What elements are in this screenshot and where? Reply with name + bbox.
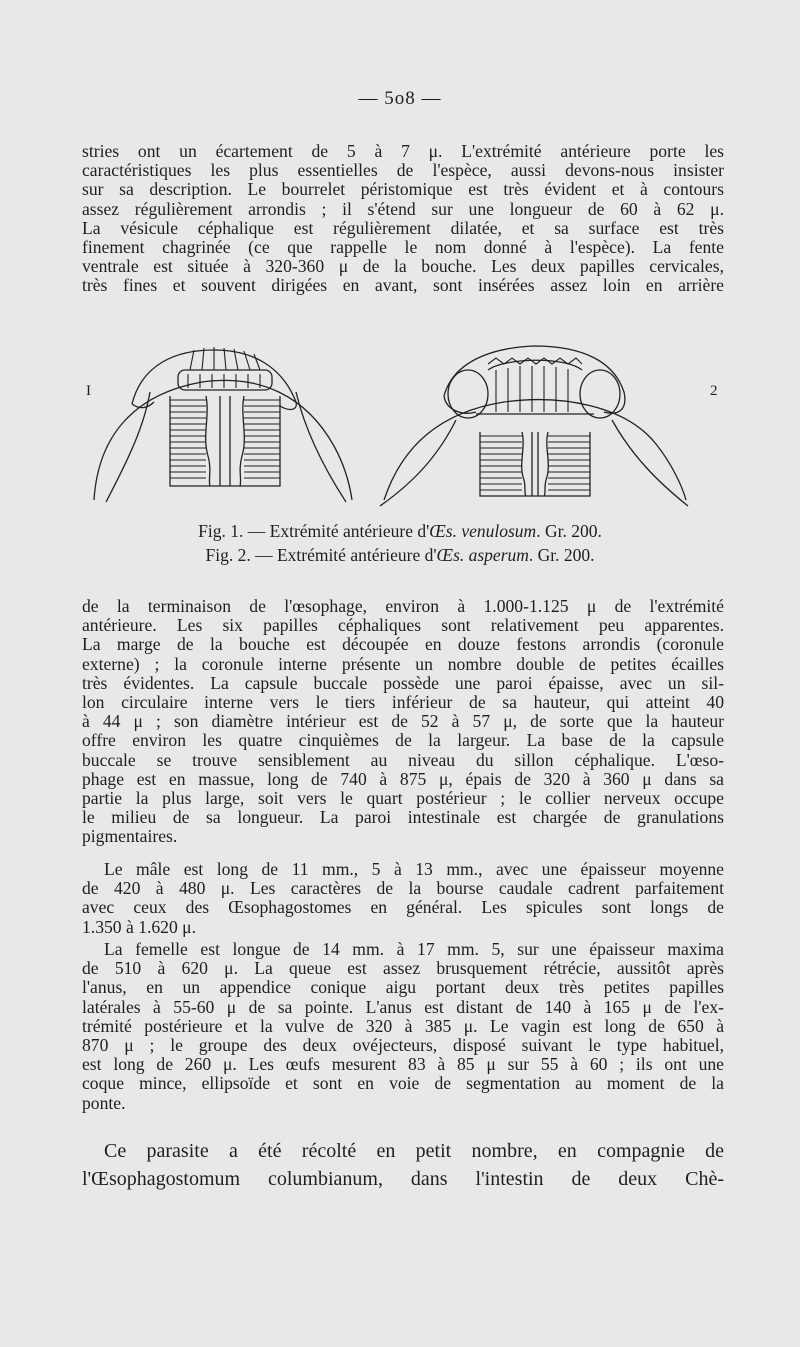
text-line: stries ont un écartement de 5 à 7 μ. L'extrémité antérieure porte les: [82, 141, 724, 161]
text-line: Ce parasite a été récolté en petit nombre, en compagnie de: [104, 1140, 724, 1162]
caption-text: . Gr. 200.: [536, 521, 602, 541]
text-line: buccale se trouve sensiblement au niveau du sillon céphalique. L'œso-: [82, 749, 724, 770]
text-line: phage est en massue, long de 740 à 875 μ, épais de 320 à 360 μ dans sa: [82, 768, 724, 789]
text-line: 870 μ ; le groupe des deux ovéjecteurs, disposé suivant le type habituel,: [82, 1035, 724, 1056]
text-line: pigmentaires.: [82, 826, 178, 847]
paragraph-5: [82, 1137, 724, 1193]
paragraph-1: [82, 142, 724, 296]
figure-2-label: 2: [710, 383, 718, 399]
text-line: de 510 à 620 μ. La queue est assez brusquement rétrécie, aussitôt après: [82, 958, 724, 979]
text-line: lon circulaire interne vers le tiers inférieur de sa hauteur, qui atteint 40: [82, 692, 724, 713]
paragraph-4: [82, 940, 724, 1113]
text-line: antérieure. Les six papilles céphaliques sont relativement peu apparentes.: [82, 615, 724, 636]
text-line: externe) ; la coronule interne présente un nombre double de petites écailles: [82, 653, 724, 674]
paragraph-3: [82, 860, 724, 937]
species-name: Œs. venulosum: [429, 521, 537, 541]
text-line: ponte.: [82, 1092, 126, 1113]
text-line: offre environ les quatre cinquièmes de la largeur. La base de la capsule: [82, 730, 724, 751]
text-line: coque mince, ellipsoïde et sont en voie de segmentation au moment de la: [82, 1073, 724, 1094]
text-line: assez régulièrement arrondis ; il s'étend sur une longueur de 60 à 62 μ.: [82, 198, 724, 219]
paragraph-2: [82, 597, 724, 847]
text-line: de la terminaison de l'œsophage, environ à 1.000-1.125 μ de l'extrémité: [82, 596, 724, 616]
text-line: sur sa description. Le bourrelet péristomique est très évident et à contours: [82, 179, 724, 200]
text-line: de 420 à 480 μ. Les caractères de la bourse caudale cadrent parfaitement: [82, 878, 724, 899]
text-line: l'Œsophagostomum columbianum, dans l'intestin de deux Chè-: [82, 1168, 724, 1190]
anatomical-figures: [84, 336, 724, 512]
text-line: trémité postérieure et la vulve de 320 à 385 μ. Le vagin est long de 650 à: [82, 1015, 724, 1036]
text-line: 1.350 à 1.620 μ.: [82, 916, 197, 937]
text-line: La femelle est longue de 14 mm. à 17 mm. 5, sur une épaisseur maxima: [104, 939, 724, 959]
text-line: très évidentes. La capsule buccale possède une paroi épaisse, avec un sil-: [82, 672, 724, 693]
species-name: Œs. asperum: [436, 545, 529, 565]
text-line: est long de 260 μ. Les œufs mesurent 83 à 85 μ sur 55 à 60 ; ils ont une: [82, 1054, 724, 1075]
text-line: latérales à 55-60 μ de sa pointe. L'anus est distant de 140 à 165 μ de l'ex-: [82, 996, 724, 1017]
figure-2-drawing: [380, 346, 688, 506]
text-line: caractéristiques les plus essentielles de l'espèce, aussi devons-nous insister: [82, 160, 724, 181]
figure-2-caption: [0, 544, 800, 566]
text-line: Le mâle est long de 11 mm., 5 à 13 mm., avec une épaisseur moyenne: [104, 859, 724, 879]
text-line: ventrale est située à 320-360 μ de la bouche. Les deux papilles cervicales,: [82, 256, 724, 277]
caption-text: Fig. 1. — Extrémité antérieure d': [198, 521, 430, 541]
figure-1-label: I: [86, 383, 91, 399]
text-line: très fines et souvent dirigées en avant, sont insérées assez loin en arrière: [82, 275, 724, 296]
text-line: La vésicule céphalique est régulièrement dilatée, et sa surface est très: [82, 217, 724, 238]
text-line: avec ceux des Œsophagostomes en général. Les spicules sont longs de: [82, 897, 724, 918]
text-line: à 44 μ ; son diamètre intérieur est de 52 à 57 μ, de sorte que la hauteur: [82, 711, 724, 732]
caption-text: . Gr. 200.: [528, 545, 595, 565]
text-line: l'anus, en un appendice conique aigu portant deux très petites papilles: [82, 977, 724, 998]
text-line: La marge de la bouche est découpée en douze festons arrondis (coronule: [82, 634, 724, 655]
page-number: — 5o8 —: [358, 88, 442, 109]
text-line: le milieu de sa longueur. La paroi intestinale est chargée de granulations: [82, 807, 724, 828]
caption-text: Fig. 2. — Extrémité antérieure d': [205, 545, 437, 565]
figure-1-drawing: [94, 347, 352, 502]
text-line: partie la plus large, soit vers le quart postérieur ; le collier nerveux occupe: [82, 788, 724, 809]
figure-1-caption: [0, 520, 800, 542]
text-line: finement chagrinée (ce que rappelle le nom donné à l'espèce). La fente: [82, 237, 724, 258]
